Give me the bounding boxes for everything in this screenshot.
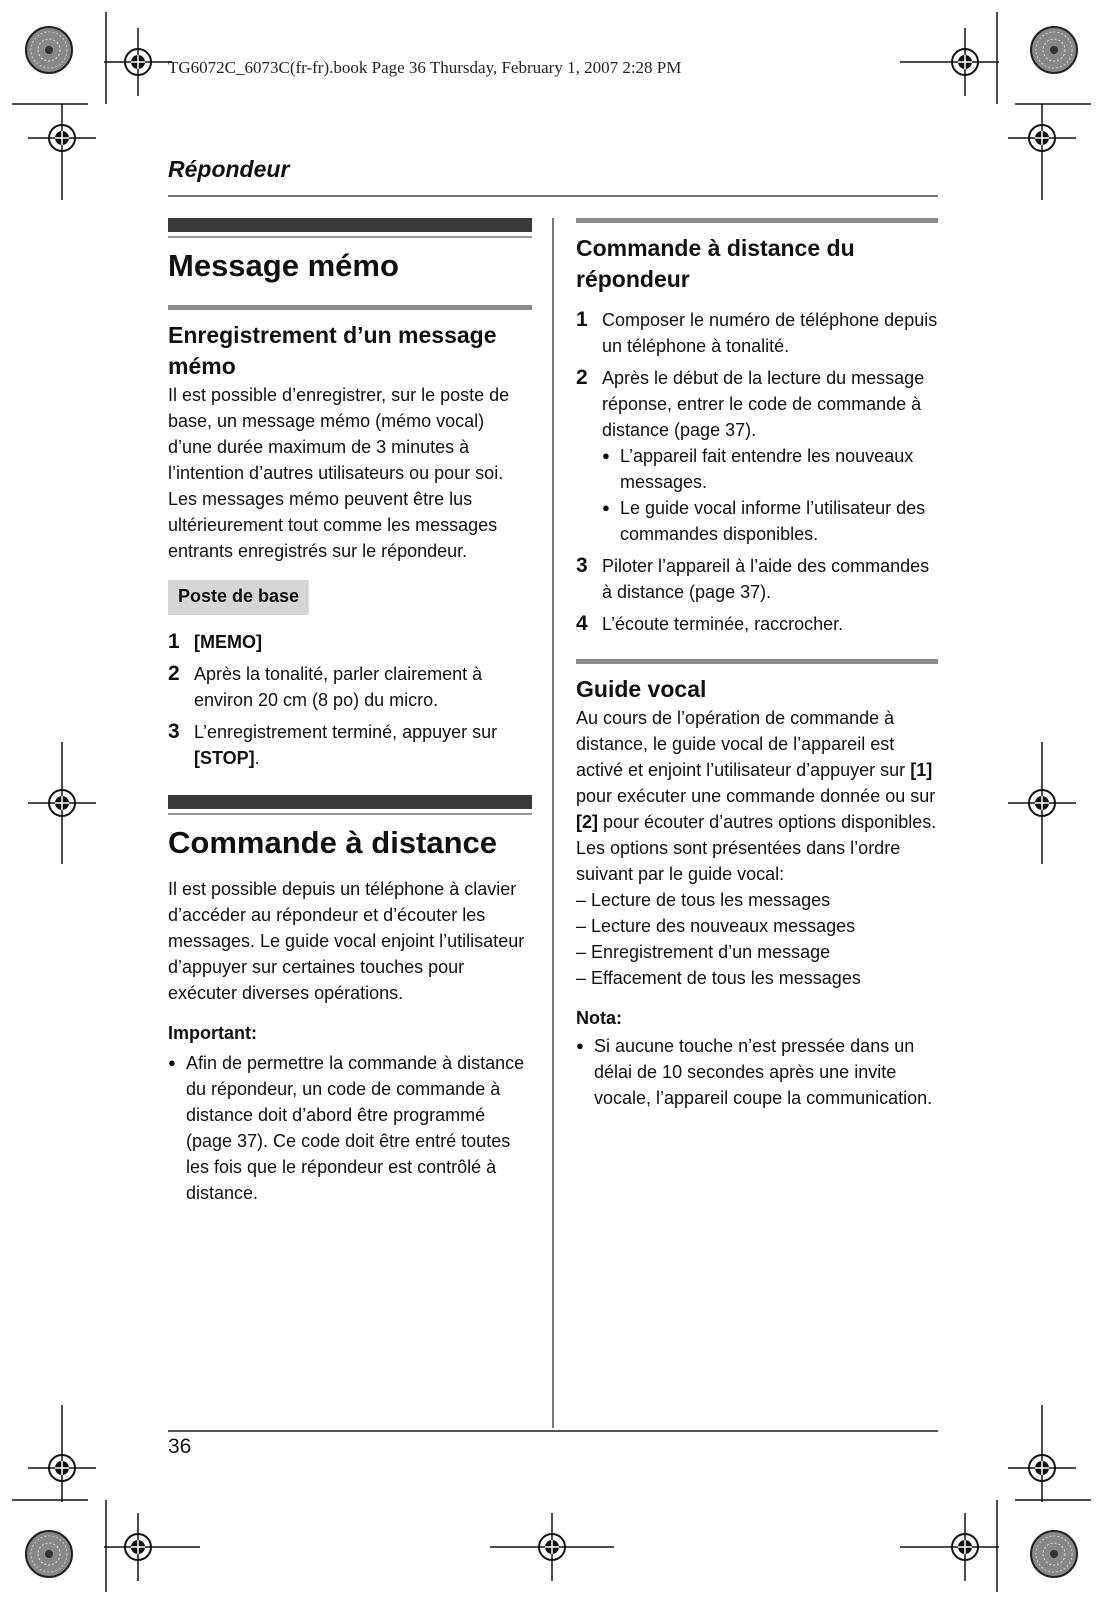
remote-step-2 bbox=[576, 365, 938, 547]
base-unit-badge: Poste de base bbox=[168, 580, 309, 615]
remote-heading-block bbox=[168, 795, 532, 862]
section-rule bbox=[168, 195, 938, 197]
step-text: Piloter l’appareil à l’aide des commandes à distance (page 37). bbox=[602, 556, 930, 602]
step-number: 3 bbox=[168, 720, 180, 743]
footer-rule bbox=[168, 1430, 938, 1432]
memo-step-2 bbox=[168, 661, 532, 713]
remote-step-3 bbox=[576, 553, 938, 605]
step-number: 1 bbox=[168, 630, 180, 653]
guide-intro-b: pour exécuter une commande donnée ou sur bbox=[576, 786, 936, 806]
important-bullet: ● Afin de permettre la commande à distance du répondeur, un code de commande à distance doit d’abord être programmé (page 37). Ce code doit être entré toutes les fois que le répondeur est contrôlé à distance. bbox=[168, 1050, 532, 1206]
base-unit-badge-wrap bbox=[168, 580, 532, 615]
step-number: 4 bbox=[576, 612, 588, 635]
step-number: 2 bbox=[576, 366, 588, 389]
remote-step-4 bbox=[576, 611, 938, 637]
step-bullet: ● Le guide vocal informe l’utilisateur des commandes disponibles. bbox=[602, 495, 938, 547]
subheading-recording-memo: Enregistrement d’un message mémo bbox=[168, 322, 497, 379]
remote-step-1 bbox=[576, 307, 938, 359]
stop-key: [STOP] bbox=[194, 748, 255, 768]
subheading-rule bbox=[576, 659, 938, 664]
subheading-rule bbox=[576, 218, 938, 223]
step-number: 1 bbox=[576, 308, 588, 331]
guide-options-list bbox=[576, 887, 938, 991]
step-text: Composer le numéro de téléphone depuis un téléphone à tonalité. bbox=[602, 310, 938, 356]
printer-slug: TG6072C_6073C(fr-fr).book Page 36 Thursday, February 1, 2007 2:28 PM bbox=[168, 58, 682, 77]
memo-step-3: 3 L’enregistrement terminé, appuyer sur [STOP]. bbox=[168, 720, 498, 768]
subheading-rule bbox=[168, 305, 532, 310]
list-item: – Enregistrement d’un message bbox=[576, 942, 831, 962]
memo-step-1 bbox=[168, 629, 532, 655]
nota-label: Nota: bbox=[576, 1008, 622, 1028]
key-2: [2] bbox=[576, 812, 598, 832]
remote-steps bbox=[576, 307, 938, 637]
right-column bbox=[576, 218, 938, 1111]
heading-message-memo: Message mémo bbox=[168, 248, 399, 283]
page-number: 36 bbox=[168, 1435, 192, 1458]
section-title: Répondeur bbox=[168, 156, 290, 182]
step-text: L’enregistrement terminé, appuyer sur bbox=[194, 722, 498, 742]
nota-bullet: ● Si aucune touche n’est pressée dans un délai de 10 secondes après une invite vocale, l’appareil coupe la communication. bbox=[576, 1033, 938, 1111]
column-divider bbox=[552, 218, 554, 1428]
heading-bar-thin bbox=[168, 236, 532, 238]
key-1: [1] bbox=[910, 760, 933, 780]
step-text: Après la tonalité, parler clairement à environ 20 cm (8 po) du micro. bbox=[194, 664, 483, 710]
step-text: L’écoute terminée, raccrocher. bbox=[602, 614, 844, 634]
left-column bbox=[168, 218, 532, 1206]
memo-key: [MEMO] bbox=[194, 632, 262, 652]
important-label: Important: bbox=[168, 1023, 257, 1043]
remote-intro-paragraph: Il est possible depuis un téléphone à clavier d’accéder au répondeur et d’écouter les messages. Le guide vocal enjoint l’utilisateur d’appuyer sur certaines touches pour exécuter diverses opérations. bbox=[168, 879, 525, 1003]
step-bullet: ● L’appareil fait entendre les nouveaux messages. bbox=[602, 443, 938, 495]
heading-bar bbox=[168, 218, 532, 232]
heading-bar-thin bbox=[168, 813, 532, 815]
step-number: 2 bbox=[168, 662, 180, 685]
guide-intro-paragraph bbox=[576, 705, 938, 887]
memo-steps bbox=[168, 629, 532, 771]
step-text: Après le début de la lecture du message réponse, entrer le code de commande à distance (page 37). bbox=[602, 368, 925, 440]
step-number: 3 bbox=[576, 554, 588, 577]
guide-intro-c: pour écouter d’autres options disponibles. Les options sont présentées dans l’ordre suivant par le guide vocal: bbox=[576, 812, 937, 884]
list-item: – Effacement de tous les messages bbox=[576, 968, 861, 988]
memo-intro-paragraph: Il est possible d’enregistrer, sur le poste de base, un message mémo (mémo vocal) d’une durée maximum de 3 minutes à l’intention d’autres utilisateurs ou pour soi. Les messages mémo peuvent être lus ultérieurement tout comme les messages entrants enregistrés sur le répondeur. bbox=[168, 385, 510, 561]
heading-bar bbox=[168, 795, 532, 809]
subheading-remote-answering: Commande à distance du répondeur bbox=[576, 235, 855, 292]
subheading-voice-guide: Guide vocal bbox=[576, 676, 707, 702]
list-item: – Lecture de tous les messages bbox=[576, 890, 831, 910]
guide-intro-a: Au cours de l’opération de commande à distance, le guide vocal de l’appareil est activé et enjoint l’utilisateur d’appuyer sur bbox=[576, 708, 906, 780]
heading-remote-control: Commande à distance bbox=[168, 825, 498, 860]
list-item: – Lecture des nouveaux messages bbox=[576, 916, 856, 936]
